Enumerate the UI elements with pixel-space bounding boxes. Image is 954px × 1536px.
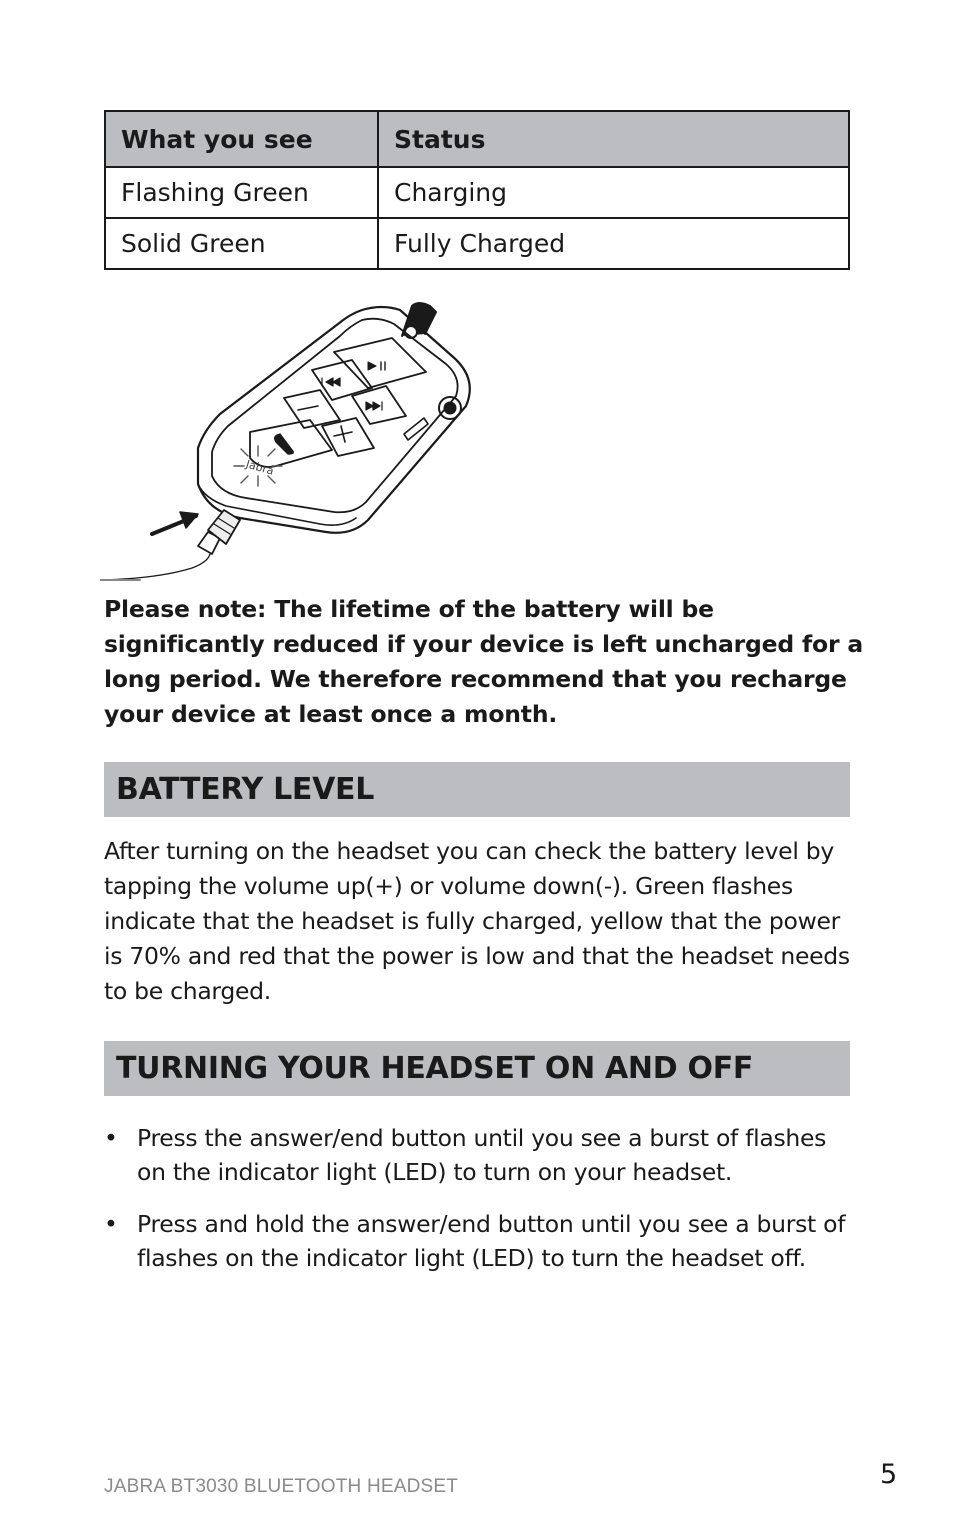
battery-note: Please note: The lifetime of the battery will be significantly reduced if your device is left uncharged for a long period. We therefore recommend that you recharge your device at least once a month.: [104, 595, 863, 728]
table-header-status: Status: [378, 111, 849, 167]
list-item: [104, 1207, 854, 1275]
bullet-marker: •: [104, 1210, 118, 1238]
table-row: [105, 167, 849, 218]
page-number: 5: [880, 1459, 898, 1490]
table-cell: Flashing Green: [105, 167, 378, 218]
brand-logo-text: Jabra: [244, 457, 276, 478]
power-header-bar: [104, 1041, 850, 1096]
list-item-text: Press and hold the answer/end button until you see a burst of flashes on the indicator light (LED) to turn the headset off.: [137, 1210, 846, 1272]
footer-product-name: JABRA BT3030 BLUETOOTH HEADSET: [104, 1476, 459, 1497]
charging-illustration: [100, 298, 480, 588]
power-heading: TURNING YOUR HEADSET ON AND OFF: [116, 1051, 754, 1086]
power-instructions-list: [104, 1121, 854, 1293]
battery-level-header-bar: [104, 762, 850, 817]
battery-level-heading: BATTERY LEVEL: [116, 772, 375, 807]
table-header-what-you-see: What you see: [105, 111, 378, 167]
table-cell: Charging: [378, 167, 849, 218]
table-header-row: [105, 111, 849, 167]
status-table: [104, 110, 850, 270]
battery-level-body: After turning on the headset you can check the battery level by tapping the volume up(+) or volume down(-). Green flashes indicate that the headset is fully charged, yellow that the power is 70% and red that the power is low and that the headset needs to be charged.: [104, 837, 850, 1005]
table-row: [105, 218, 849, 269]
list-item-text: Press the answer/end button until you see a burst of flashes on the indicator light (LED) to turn on your headset.: [137, 1124, 827, 1186]
list-item: [104, 1121, 854, 1189]
table-cell: Solid Green: [105, 218, 378, 269]
bullet-marker: •: [104, 1124, 118, 1152]
table-cell: Fully Charged: [378, 218, 849, 269]
